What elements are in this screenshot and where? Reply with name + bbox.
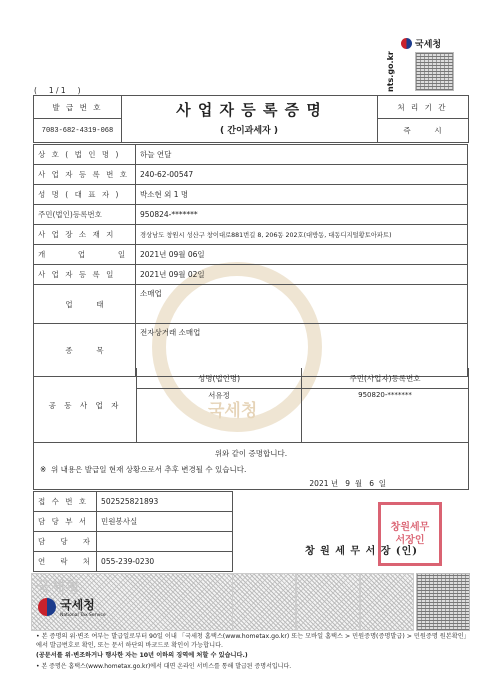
field-row: 성 명 ( 대 표 자 ) 박소현 외 1 명 <box>34 185 468 205</box>
page-counter: ( 1 / 1 ) <box>34 86 81 95</box>
registration-number: 240-62-00547 <box>136 165 468 185</box>
partners-label: 공 동 사 업 자 <box>34 368 137 442</box>
partner-name-header: 성명(법인명) <box>197 373 241 383</box>
issue-no-label: 발 급 번 호 <box>34 96 122 119</box>
partner-name: 서유정 <box>208 390 230 400</box>
nts-logo-icon <box>401 38 412 49</box>
barcode-panel[interactable] <box>232 573 296 631</box>
field-row: 사 업 자 등 록 번 호 240-62-00547 <box>34 165 468 185</box>
processing-label: 처 리 기 간 <box>377 96 468 119</box>
certification-notice: ※ 위 내용은 발급일 현재 상황으로서 추후 변경될 수 있습니다. <box>40 465 247 474</box>
issuer-name: 창 원 세 무 서 장 (인) <box>305 546 418 557</box>
processing-value: 즉 시 <box>403 126 442 135</box>
partner-id-header: 주민(사업자)등록번호 <box>349 373 421 383</box>
partner-id: 950820-******* <box>358 391 412 399</box>
seal-text: 창원세무서장인 <box>390 522 430 546</box>
officer <box>97 532 233 552</box>
business-item: 전자상거래 소매업 <box>136 324 468 377</box>
footer-logo <box>38 596 106 618</box>
top-row <box>33 95 469 143</box>
contact-row: 담 당 자 <box>34 532 233 552</box>
field-row: 사 업 장 소 재 지 경상남도 창원시 성산구 창이대로881번길 8, 206동 202호(대방동, 대동디지털황토아파트) <box>34 225 468 245</box>
footer-watermark: 국세청 <box>36 578 80 596</box>
site-url: nts.go.kr <box>386 51 395 92</box>
issue-no-value: 7083-682-4319-068 <box>34 119 122 142</box>
opening-date: 2021년 09월 06일 <box>136 245 468 265</box>
footer-logo-ko: 국세청 <box>60 598 95 612</box>
seal-mark: (인) <box>395 546 418 557</box>
issue-date: 2021 년 9 월 6 일 <box>309 479 386 488</box>
resident-number: 950824-******* <box>136 205 468 225</box>
certification-statement: 위와 같이 증명합니다. <box>214 449 288 458</box>
document-title: 사 업 자 등 록 증 명 <box>176 101 322 119</box>
business-item-row: 종 목 전자상거래 소매업 <box>34 324 468 377</box>
watermark-text: 국세청 <box>208 401 258 421</box>
representative-name: 박소현 외 1 명 <box>136 185 468 205</box>
contact-phone: 055-239-0230 <box>97 552 233 572</box>
nts-brand <box>401 37 441 50</box>
department: 민원봉사실 <box>97 512 233 532</box>
footer-logo-en: National Tax Service <box>60 613 106 618</box>
contact-row: 연 락 처 055-239-0230 <box>34 552 233 572</box>
footer-note-2: • 본 증명은 홈택스(www.hometax.go.kr)에서 대면 온라인 서비스를 통해 발급된 증명서입니다. <box>36 663 292 670</box>
registration-date: 2021년 09월 02일 <box>136 265 468 285</box>
footer-warning: (공문서를 위·변조하거나 행사한 자는 10년 이하의 징역에 처할 수 있습니다.) <box>36 652 248 659</box>
contact-row: 담 당 부 서 민원봉사실 <box>34 512 233 532</box>
footer-note-1: • 본 증명의 위·변조 여부는 발급일로부터 90일 이내 「국세청 홈택스(www.hometax.go.kr) 또는 모바일 홈택스 > 민원증명(증명발급) > 민원증명 원본확인」에서 발급번호로 확인, 또는 문서 하단의 바코드로 확인이 가능합니다. <box>36 633 467 649</box>
field-row: 주민(법인)등록번호 950824-******* <box>34 205 468 225</box>
business-info-table <box>33 144 468 377</box>
nts-logo-icon <box>38 598 56 616</box>
field-row: 사 업 자 등 록 일 2021년 09월 02일 <box>34 265 468 285</box>
business-address: 경상남도 창원시 성산구 창이대로881번길 8, 206동 202호(대방동, 대동디지털황토아파트) <box>136 225 468 245</box>
contact-row: 접 수 번 호 502525821893 <box>34 492 233 512</box>
brand-name: 국세청 <box>415 40 442 50</box>
business-name: 하늘 연달 <box>136 145 468 165</box>
partners-section <box>33 368 469 443</box>
contact-table <box>33 491 233 572</box>
barcode-panel[interactable] <box>296 573 360 631</box>
document-subtitle: ( 간이과세자 ) <box>220 126 278 136</box>
business-type-row: 업 태 소매업 <box>34 285 468 324</box>
qr-code[interactable] <box>415 52 454 91</box>
field-row: 개 업 일 2021년 09월 06일 <box>34 245 468 265</box>
field-row: 상 호 ( 법 인 명 ) 하늘 연달 <box>34 145 468 165</box>
receipt-number: 502525821893 <box>97 492 233 512</box>
verification-qr-code[interactable] <box>416 573 470 631</box>
business-type: 소매업 <box>136 285 468 324</box>
barcode-panel[interactable] <box>360 573 414 631</box>
certification-box <box>33 442 469 490</box>
